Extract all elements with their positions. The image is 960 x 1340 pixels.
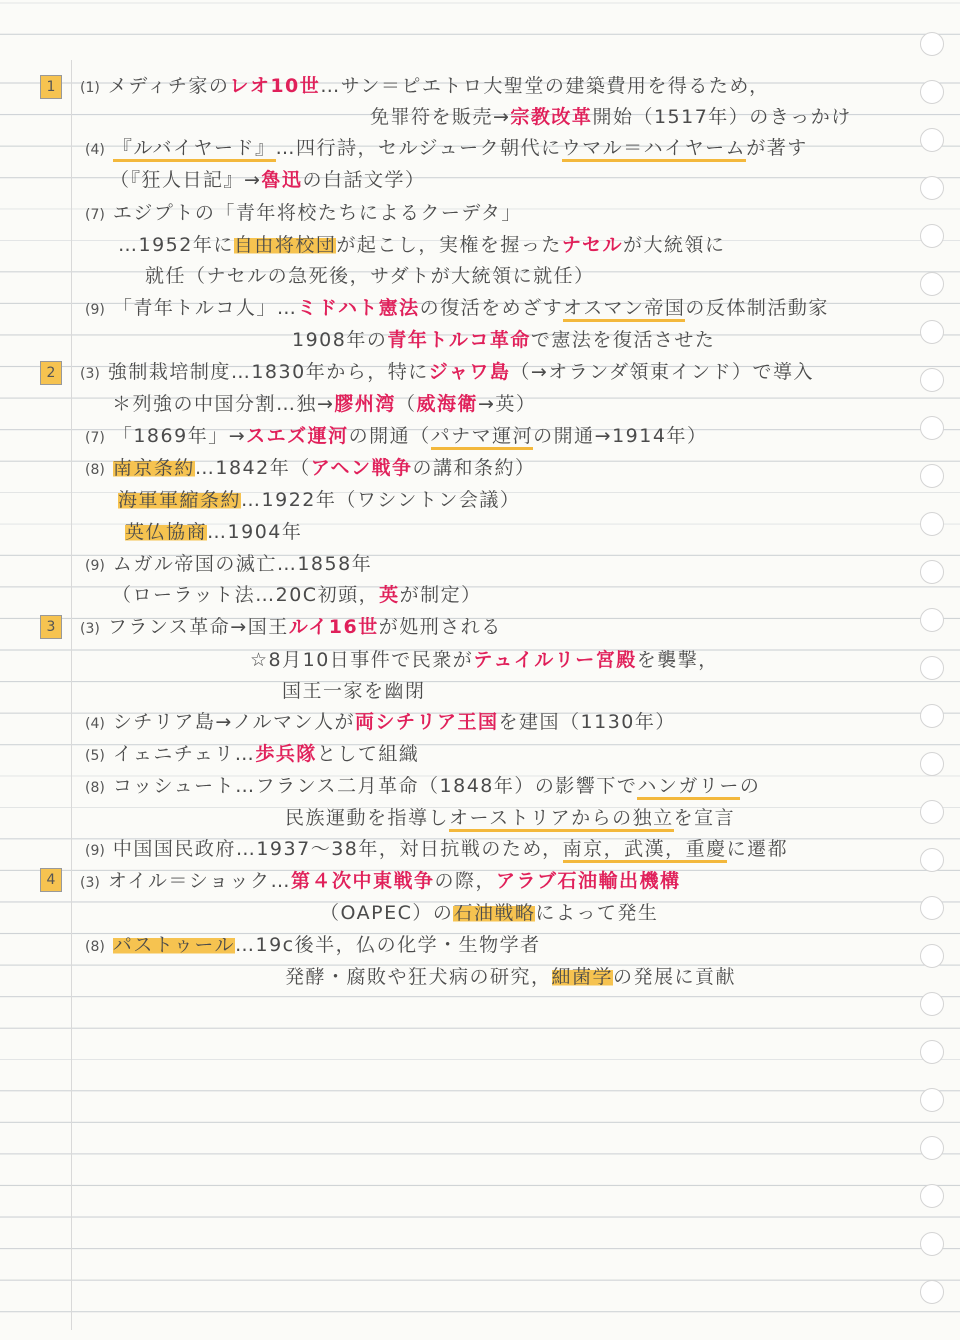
binder-ring	[920, 80, 944, 104]
key-term: ルイ16世	[288, 616, 379, 638]
binder-ring	[920, 752, 944, 776]
binder-ring	[920, 1088, 944, 1112]
note-text: フランス革命→国王	[107, 616, 289, 638]
note-text: 国王一家を幽閉	[282, 680, 426, 702]
note-text: が制定）	[399, 584, 482, 606]
key-term: 歩兵隊	[255, 743, 317, 765]
note-line	[85, 453, 535, 483]
item-number: (9)	[85, 843, 105, 859]
note-text: イェニチェリ…	[112, 743, 256, 765]
key-term: 第４次中東戦争	[291, 870, 435, 892]
note-text: ムガル帝国の滅亡…1858年	[112, 553, 373, 575]
note-text: …四行詩，セルジューク朝代に	[275, 137, 562, 159]
item-number: (8)	[85, 462, 105, 478]
note-text: の発展に貢献	[613, 966, 737, 988]
highlighted-term: パストゥール	[112, 934, 235, 956]
key-term: 威海衛	[416, 393, 478, 415]
note-text: 強制栽培制度…1830年から，特に	[107, 361, 429, 383]
note-text: （	[395, 393, 417, 415]
key-term: 膠州湾	[334, 393, 396, 415]
note-line	[80, 866, 681, 896]
binder-ring	[920, 272, 944, 296]
section-marker-1: 1	[40, 75, 62, 99]
binder-ring	[920, 656, 944, 680]
key-term: 青年トルコ革命	[387, 329, 531, 351]
item-number: (1)	[80, 80, 100, 96]
note-line	[125, 517, 302, 547]
highlighted-term: オーストリアからの独立	[449, 807, 674, 832]
item-number: (7)	[85, 207, 105, 223]
key-term: レオ10世	[229, 75, 321, 97]
key-term: アヘン戦争	[310, 457, 413, 479]
binder-ring	[920, 848, 944, 872]
note-line	[80, 357, 814, 387]
key-term: 宗教改革	[510, 106, 593, 128]
binder-ring	[920, 608, 944, 632]
note-text: によって発生	[535, 902, 659, 924]
binder-ring	[920, 512, 944, 536]
note-line	[112, 389, 536, 419]
note-text: 中国国民政府…1937～38年，対日抗戦のため，	[112, 838, 563, 860]
section-marker-2: 2	[40, 361, 62, 385]
key-term: テュイルリー宮殿	[473, 649, 637, 671]
note-text: の	[739, 775, 761, 797]
note-text: →英）	[477, 393, 537, 415]
note-text: が起こし，実権を握った	[336, 234, 562, 256]
note-text: エジプトの「青年将校たちによるクーデタ」	[112, 202, 522, 224]
binder-ring	[920, 1040, 944, 1064]
note-line	[85, 549, 372, 579]
section-marker-3: 3	[40, 615, 62, 639]
section-marker-4: 4	[40, 868, 62, 892]
note-text: 発酵・腐敗や狂犬病の研究，	[285, 966, 552, 988]
note-line	[85, 133, 808, 163]
highlighted-term: パナマ運河	[431, 425, 534, 450]
item-number: (3)	[80, 366, 100, 382]
note-line	[250, 645, 719, 675]
note-text: の開通→1914年）	[533, 425, 708, 447]
binder-ring	[920, 368, 944, 392]
item-number: (4)	[85, 716, 105, 732]
key-term: アラブ石油輸出機構	[496, 870, 681, 892]
note-text: に遷都	[726, 838, 789, 860]
note-text: （→オランダ領東インド）で導入	[510, 361, 814, 383]
item-number: (9)	[85, 558, 105, 574]
binder-ring	[920, 1184, 944, 1208]
binder-ring	[920, 1136, 944, 1160]
binder-holes	[912, 0, 952, 1340]
note-text: の講和条約）	[412, 457, 536, 479]
note-text: コッシュート…フランス二月革命（1848年）の影響下で	[112, 775, 638, 797]
highlighted-term: 南京条約	[112, 457, 195, 479]
note-text: …サン＝ピエトロ大聖堂の建築費用を得るため，	[320, 75, 770, 97]
note-text: メディチ家の	[107, 75, 230, 97]
binder-ring	[920, 560, 944, 584]
item-number: (5)	[85, 748, 105, 764]
binder-ring	[920, 1280, 944, 1304]
note-text: を建国（1130年）	[498, 711, 676, 733]
binder-ring	[920, 224, 944, 248]
note-text: （『狂人日記』→	[110, 169, 262, 191]
note-text: 民族運動を指導し	[285, 807, 450, 829]
note-line	[85, 293, 829, 323]
margin-line	[71, 60, 72, 1330]
key-term: 魯迅	[261, 169, 303, 191]
note-line	[110, 165, 425, 195]
highlighted-term: ウマル＝ハイヤーム	[562, 137, 747, 162]
note-text: ☆8月10日事件で民衆が	[250, 649, 474, 671]
binder-ring	[920, 128, 944, 152]
note-text: で憲法を復活させた	[530, 329, 716, 351]
note-text: 開始（1517年）のきっかけ	[592, 106, 852, 128]
note-line	[320, 898, 658, 928]
binder-ring	[920, 992, 944, 1016]
item-number: (3)	[80, 875, 100, 891]
item-number: (7)	[85, 430, 105, 446]
note-text: の復活をめざす	[419, 297, 563, 319]
note-line	[85, 834, 788, 864]
item-number: (9)	[85, 302, 105, 318]
note-text: オイル＝ショック…	[107, 870, 292, 892]
note-text: （OAPEC）の	[320, 902, 454, 924]
binder-ring	[920, 416, 944, 440]
note-line	[292, 325, 715, 355]
key-term: ミドハト憲法	[297, 297, 420, 319]
note-text: を宣言	[673, 807, 736, 829]
note-line	[80, 612, 502, 642]
note-line	[85, 707, 676, 737]
key-term: 英	[379, 584, 400, 606]
binder-ring	[920, 704, 944, 728]
note-line	[85, 930, 541, 960]
binder-ring	[920, 800, 944, 824]
note-text: 就任（ナセルの急死後，サダトが大統領に就任）	[145, 265, 595, 287]
binder-ring	[920, 32, 944, 56]
highlighted-term: ハンガリー	[637, 775, 740, 800]
note-line	[85, 198, 522, 228]
binder-ring	[920, 1232, 944, 1256]
highlighted-term: 南京，武漢，重慶	[563, 838, 727, 863]
item-number: (8)	[85, 780, 105, 796]
note-text: …19c後半，仏の化学・生物学者	[235, 934, 541, 956]
key-term: ジャワ島	[428, 361, 511, 383]
binder-ring	[920, 176, 944, 200]
binder-ring	[920, 944, 944, 968]
note-text: の白話文学）	[302, 169, 426, 191]
note-text: として組織	[316, 743, 420, 765]
note-text: の反体制活動家	[685, 297, 829, 319]
highlighted-term: 細菌学	[551, 966, 614, 988]
note-text: 「1869年」→	[112, 425, 247, 447]
binder-ring	[920, 464, 944, 488]
note-text: シチリア島→ノルマン人が	[112, 711, 356, 733]
note-text: ＊列強の中国分割…独→	[112, 393, 335, 415]
note-text: が著す	[746, 137, 808, 159]
note-text: の開通（	[348, 425, 431, 447]
note-line	[370, 102, 852, 132]
note-line	[282, 676, 426, 706]
note-text: を襲撃，	[636, 649, 719, 671]
note-text: が大統領に	[623, 234, 726, 256]
item-number: (4)	[85, 142, 105, 158]
note-text: 「青年トルコ人」…	[112, 297, 298, 319]
highlighted-term: 『ルバイヤード』	[113, 137, 276, 162]
key-term: ナセル	[561, 234, 624, 256]
item-number: (8)	[85, 939, 105, 955]
key-term: 両シチリア王国	[355, 711, 499, 733]
note-text: （ローラット法…20C初頭，	[112, 584, 380, 606]
note-line	[285, 803, 735, 833]
note-text: が処刑される	[378, 616, 502, 638]
highlighted-term: オスマン帝国	[563, 297, 685, 322]
note-text: …1922年（ワシントン会議）	[241, 489, 521, 511]
highlighted-term: 石油戦略	[453, 902, 536, 924]
note-text: 1908年の	[292, 329, 388, 351]
note-line	[118, 230, 726, 260]
note-line	[80, 71, 770, 101]
note-text: 免罪符を販売→	[370, 106, 511, 128]
binder-ring	[920, 320, 944, 344]
key-term: スエズ運河	[246, 425, 349, 447]
note-line	[285, 962, 736, 992]
note-text: …1952年に	[118, 234, 234, 256]
highlighted-term: 英仏協商	[125, 521, 208, 543]
item-number: (3)	[80, 621, 100, 637]
highlighted-term: 海軍軍縮条約	[118, 489, 242, 511]
note-line	[85, 771, 760, 801]
note-line	[118, 485, 520, 515]
note-line	[112, 580, 482, 610]
binder-ring	[920, 896, 944, 920]
note-line	[145, 261, 595, 291]
note-text: …1904年	[207, 521, 303, 543]
note-line	[85, 421, 707, 451]
note-line	[85, 739, 419, 769]
note-text: の際，	[434, 870, 497, 892]
highlighted-term: 自由将校団	[233, 234, 337, 256]
note-text: …1842年（	[194, 457, 311, 479]
